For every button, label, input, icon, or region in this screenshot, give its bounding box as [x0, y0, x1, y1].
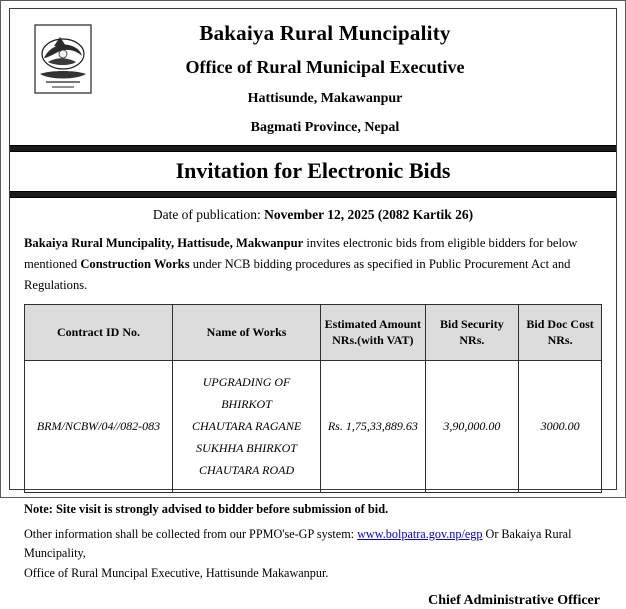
col-header-contract-id: Contract ID No. — [25, 305, 173, 360]
office-line: Office of Rural Municipal Executive — [185, 57, 465, 77]
cell-bid-security: 3,90,000.00 — [425, 360, 519, 492]
intro-text-middle: invites electronic bids from eligible bidders for below mentioned — [24, 236, 578, 271]
organization-title: Bakaiya Rural Muncipality — [199, 21, 451, 45]
contract-id-prefix: BRM/NCBW/ — [36, 418, 102, 433]
col-header-name-of-works: Name of Works — [173, 305, 321, 360]
works-line-3: SUKHHA BHIRKOT — [196, 441, 297, 456]
nepal-government-emblem-icon — [32, 23, 94, 95]
contract-id-suffix: 04//082-083 — [101, 418, 161, 433]
document-body — [10, 207, 616, 609]
cell-name-of-works — [173, 360, 321, 492]
col-header-bid-doc-cost — [519, 305, 602, 360]
site-visit-note: Note: Site visit is strongly advised to bidder before submission of bid. — [24, 501, 389, 516]
intro-organization: Bakaiya Rural Muncipality, Hattisude, Makwanpur — [24, 236, 304, 250]
works-line-2: CHAUTARA RAGANE — [191, 419, 302, 434]
col-header-bid-security — [425, 305, 519, 360]
col-header-bid-security-line1: Bid Security — [440, 317, 504, 332]
document-header — [10, 9, 616, 145]
header-text-block — [94, 17, 606, 141]
divider-band-bottom — [10, 191, 616, 198]
cell-estimated-amount: Rs. 1,75,33,889.63 — [321, 360, 426, 492]
bids-table-head — [25, 305, 602, 360]
publication-date — [24, 207, 602, 223]
other-info-line2: Office of Rural Muncipal Executive, Hattisunde Makawanpur. — [24, 565, 329, 580]
col-header-estimated-amount-line2: NRs.(with VAT) — [332, 333, 414, 348]
banner-title: Invitation for Electronic Bids — [10, 152, 616, 191]
publication-date-label: Date of publication: — [152, 207, 261, 222]
other-info-post: Or Bakaiya Rural Muncipality, — [24, 526, 572, 561]
col-header-bid-security-line2: NRs. — [459, 333, 485, 348]
bids-table-body — [25, 360, 602, 492]
col-header-bid-doc-cost-line2: NRs. — [547, 333, 573, 348]
address-line: Hattisunde, Makawanpur — [247, 91, 403, 106]
notice-border — [9, 8, 617, 609]
signature-designation: Chief Administrative Officer — [428, 593, 600, 609]
other-info-pre: Other information shall be collected from our PPMO'se-GP system: — [24, 526, 358, 541]
col-header-bid-doc-cost-line1: Bid Doc Cost — [526, 317, 594, 332]
province-line: Bagmati Province, Nepal — [250, 120, 400, 135]
egp-system-link[interactable]: www.bolpatra.gov.np/egp — [357, 526, 483, 541]
bids-table — [24, 304, 602, 492]
table-row — [25, 360, 602, 492]
table-header-row — [25, 305, 602, 360]
works-line-4: CHAUTARA ROAD — [198, 463, 295, 478]
other-information — [24, 525, 602, 584]
cell-bid-doc-cost: 3000.00 — [519, 360, 602, 492]
divider-band-top — [10, 145, 616, 152]
intro-paragraph — [24, 233, 602, 295]
col-header-estimated-amount-line1: Estimated Amount — [324, 317, 421, 332]
intro-text-tail: under NCB bidding procedures as specified in Public Procurement Act and Regulations. — [24, 256, 571, 292]
col-header-estimated-amount — [321, 305, 426, 360]
works-line-1: UPGRADING OF BHIRKOT — [202, 374, 291, 411]
cell-contract-id — [25, 360, 173, 492]
publication-date-value: November 12, 2025 (2082 Kartik 26) — [264, 207, 474, 222]
intro-works-bold: Construction Works — [80, 256, 190, 271]
